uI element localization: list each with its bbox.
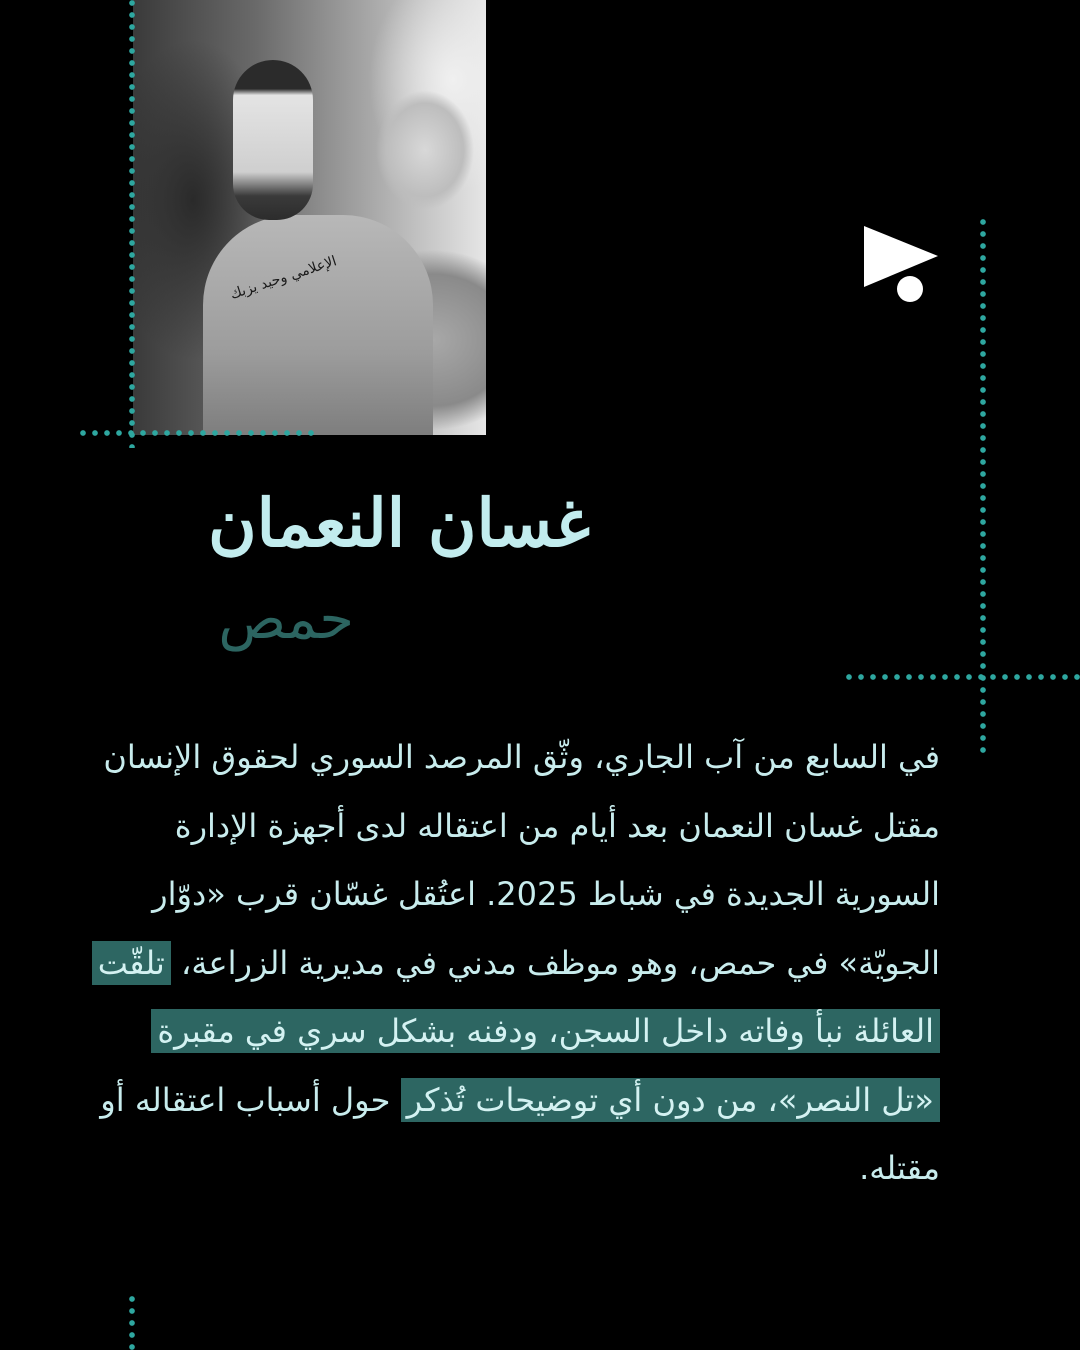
dotted-line-photo-horizontal [80, 430, 320, 436]
story-paragraph [95, 723, 940, 1203]
person-name: غسان النعمان [208, 484, 590, 562]
portrait-photo [133, 0, 486, 435]
photo-figure-body [203, 215, 433, 435]
brand-logo [864, 226, 938, 304]
photo-figure-head [233, 60, 313, 220]
person-city: حمص [218, 587, 354, 652]
dotted-line-left-vertical [129, 0, 135, 448]
dotted-line-bottom-left-vertical [129, 1296, 135, 1350]
story-text-intro: في السابع من آب الجاري، وثّق المرصد السوري لحقوق الإنسان مقتل غسان النعمان بعد أيام من اعتقاله لدى أجهزة الإدارة السورية الجديدة في شباط 2025. اعتُقل غسّان قرب «دوّار الجويّة» في حمص، وهو موظف مدني في مديرية الزراعة، [103, 738, 940, 982]
dotted-line-right-vertical [980, 219, 986, 753]
photo-watermark: الإعلامي وحيد يزبك [228, 253, 339, 303]
dotted-line-right-horizontal [846, 674, 1080, 680]
story-text-outro: حول أسباب اعتقاله أو مقتله. [100, 1080, 940, 1187]
story-highlighted-text: تلقّت العائلة نبأ وفاته داخل السجن، ودفنه بشكل سري في مقبرة «تل النصر»، من دون أي توضيحات تُذكر [92, 941, 940, 1122]
play-triangle-with-dot-icon [864, 226, 938, 304]
